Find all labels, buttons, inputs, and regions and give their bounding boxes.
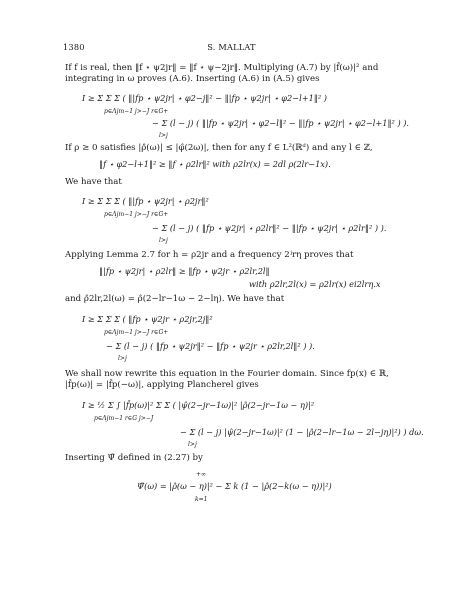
equation-line: I ≥ Σ Σ Σ ( ‖|fp ⋆ ψ2jr| ⋆ ρ2jr‖² <box>82 196 209 206</box>
paragraph-line: Inserting Ψ̃ defined in (2.27) by <box>65 453 203 463</box>
paragraph-line: and ρ̂2lr,2l(ω) = ρ̂(2−lr−1ω − 2−lη). We have that <box>65 294 285 304</box>
equation-line: − Σ (l − j) ( ‖fp ⋆ ψ2jr| ⋆ ρ2lr‖² − ‖|fp ⋆ ψ2jr| ⋆ ρ2lr‖² ) ). <box>152 223 387 233</box>
equation-subscript: l>j <box>118 355 127 362</box>
equation-subscript: p∈Λjm−1 j>−J r∈G+ <box>104 211 169 218</box>
paragraph-line: If ρ ≥ 0 satisfies |ρ̂(ω)| ≤ |φ̂(2ω)|, then for any f ∈ L²(ℝᵈ) and any l ∈ ℤ, <box>65 143 373 153</box>
paragraph-line: Applying Lemma 2.7 for h = ρ2jr and a frequency 2ʲrη proves that <box>65 250 354 260</box>
running-header-author: S. MALLAT <box>207 42 256 52</box>
equation-line: ‖|fp ⋆ ψ2jr| ⋆ ρ2lr‖ ≥ ‖fp ⋆ ψ2jr ⋆ ρ2lr,2l‖ <box>99 266 270 276</box>
equation-line: − Σ (l − j) |ψ̂(2−jr−1ω)|² (1 − |ρ̂(2−lr−1ω − 2l−jη)|²) ) dω. <box>180 427 424 437</box>
equation-line: with ρ2lr,2l(x) = ρ2lr(x) ei2lrη.x <box>249 279 381 289</box>
paragraph-line: |f̂p(ω)| = |f̂p(−ω)|, applying Plancherel gives <box>65 380 259 390</box>
equation-subscript: p∈Λjm−1 j>−J r∈G+ <box>104 108 169 115</box>
equation-subscript: p∈Λjm−1 r∈G j>−J <box>94 415 154 422</box>
paragraph-line: If f is real, then ‖f ⋆ ψ2jr‖ = ‖f ⋆ ψ−2jr‖. Multiplying (A.7) by |f̂(ω)|² and <box>65 63 379 73</box>
equation-line: I ≥ Σ Σ Σ ( ‖fp ⋆ ψ2jr ⋆ ρ2jr,2j‖² <box>82 314 213 324</box>
equation-subscript: l>j <box>188 441 197 448</box>
page-number: 1380 <box>63 42 85 52</box>
equation-line: − Σ (l − j) ( ‖|fp ⋆ ψ2jr| ⋆ φ2−l‖² − ‖|fp ⋆ ψ2jr| ⋆ φ2−l+1‖² ) ). <box>152 118 410 128</box>
equation-subscript: l>j <box>159 237 168 244</box>
equation-line: I ≥ Σ Σ Σ ( ‖|fp ⋆ ψ2jr| ⋆ φ2−j‖² − ‖|fp ⋆ ψ2jr| ⋆ φ2−l+1‖² ) <box>82 93 327 103</box>
paragraph-line: integrating in ω proves (A.6). Inserting (A.6) in (A.5) gives <box>65 74 320 84</box>
equation-subscript: k=1 <box>195 496 208 503</box>
equation-superscript: +∞ <box>196 471 207 478</box>
paragraph-line: We shall now rewrite this equation in the Fourier domain. Since fp(x) ∈ ℝ, <box>65 369 389 379</box>
equation-line: − Σ (l − j) ( ‖fp ⋆ ψ2jr‖² − ‖fp ⋆ ψ2jr ⋆ ρ2lr,2l‖² ) ). <box>106 341 315 351</box>
equation-line: I ≥ ½ Σ ∫ |f̂p(ω)|² Σ Σ ( |ψ̂(2−jr−1ω)|² |ρ̂(2−jr−1ω − η)|² <box>82 400 315 410</box>
equation-subscript: l>j <box>159 132 168 139</box>
equation-line: ‖f ⋆ φ2−l+1‖² ≥ ‖f ⋆ ρ2lr‖² with ρ2lr(x) = 2dl ρ(2lr−1x). <box>99 159 331 169</box>
equation-line: Ψ̃(ω) = |ρ̂(ω − η)|² − Σ k (1 − |ρ̂(2−k(ω − η))|²) <box>137 481 332 491</box>
equation-subscript: p∈Λjm−1 j>−J r∈G+ <box>104 329 169 336</box>
paragraph-line: We have that <box>65 177 122 187</box>
